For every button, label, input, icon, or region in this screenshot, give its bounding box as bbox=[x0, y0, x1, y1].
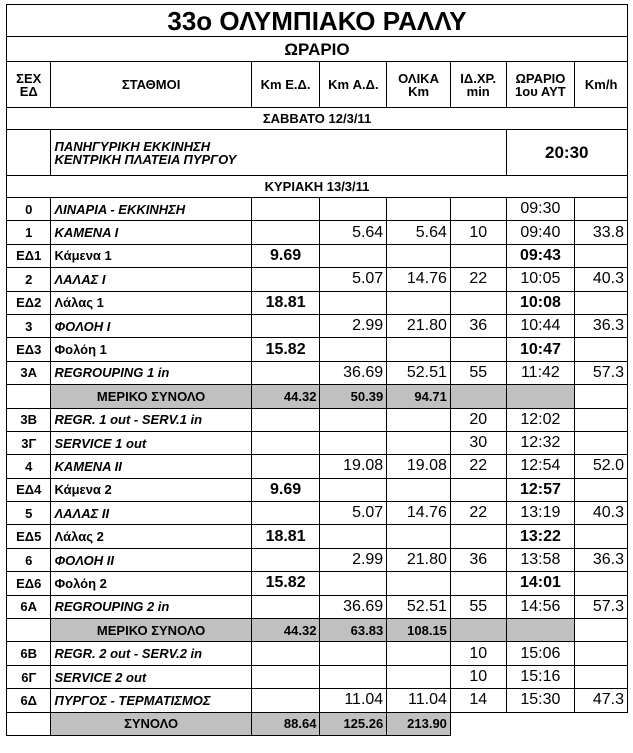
row-kmh: 33.8 bbox=[575, 221, 628, 244]
row-station-name: REGROUPING 1 in bbox=[51, 361, 251, 384]
row-km-ss bbox=[251, 431, 320, 454]
row-code: 6Α bbox=[7, 595, 51, 618]
row-km-ss bbox=[251, 314, 320, 337]
row-station-name: ΛΙΝΑΡΙΑ - ΕΚΚΙΝΗΣΗ bbox=[51, 198, 251, 221]
row-kmh bbox=[575, 478, 628, 501]
row-target-min bbox=[450, 478, 506, 501]
row-schedule-time: 10:47 bbox=[506, 338, 575, 361]
row-kmh: 40.3 bbox=[575, 502, 628, 525]
row-schedule-time: 12:02 bbox=[506, 408, 575, 431]
row-kmh bbox=[575, 572, 628, 595]
row-total-km bbox=[387, 478, 451, 501]
row-total-km bbox=[387, 431, 451, 454]
col-header-target-time: ΙΔ.ΧΡ. min bbox=[450, 62, 506, 108]
row-target-min: 30 bbox=[450, 431, 506, 454]
row-km-ss bbox=[251, 198, 320, 221]
empty-cell bbox=[7, 130, 51, 176]
row-station-name: SERVICE 1 out bbox=[51, 431, 251, 454]
row-km-liaison: 36.69 bbox=[320, 361, 387, 384]
row-km-liaison bbox=[320, 478, 387, 501]
row-total-km bbox=[387, 665, 451, 688]
schedule-row bbox=[7, 572, 628, 595]
row-schedule-time: 12:57 bbox=[506, 478, 575, 501]
row-target-min: 20 bbox=[450, 408, 506, 431]
row-km-ss: 9.69 bbox=[251, 244, 320, 267]
row-code: 2 bbox=[7, 268, 51, 291]
col-header-kmh: Km/h bbox=[575, 62, 628, 108]
row-code: 3Γ bbox=[7, 431, 51, 454]
row-km-liaison: 2.99 bbox=[320, 548, 387, 571]
row-code: 6Β bbox=[7, 642, 51, 665]
row-code: 1 bbox=[7, 221, 51, 244]
row-station-name: ΚΑΜΕΝΑ ΙΙ bbox=[51, 455, 251, 478]
row-km-ss bbox=[251, 665, 320, 688]
schedule-row bbox=[7, 338, 628, 361]
grand-total-label: ΣΥΝΟΛΟ bbox=[51, 712, 251, 735]
row-km-liaison bbox=[320, 244, 387, 267]
subtotal-km-ss: 44.32 bbox=[251, 385, 320, 408]
row-target-min bbox=[450, 338, 506, 361]
row-schedule-time: 09:30 bbox=[506, 198, 575, 221]
row-schedule-time: 14:01 bbox=[506, 572, 575, 595]
subtotal-km-liaison: 50.39 bbox=[320, 385, 387, 408]
row-km-ss: 18.81 bbox=[251, 291, 320, 314]
row-total-km: 52.51 bbox=[387, 595, 451, 618]
row-total-km: 5.64 bbox=[387, 221, 451, 244]
row-target-min bbox=[450, 291, 506, 314]
row-km-ss bbox=[251, 595, 320, 618]
row-target-min: 22 bbox=[450, 455, 506, 478]
row-total-km: 21.80 bbox=[387, 314, 451, 337]
start-line-2: ΚΕΝΤΡΙΚΗ ΠΛΑΤΕΙΑ ΠΥΡΓΟΥ bbox=[54, 151, 237, 167]
row-schedule-time: 09:43 bbox=[506, 244, 575, 267]
row-target-min bbox=[450, 525, 506, 548]
row-target-min: 55 bbox=[450, 361, 506, 384]
row-km-liaison bbox=[320, 198, 387, 221]
col-header-total-km: ΟΛΙΚΑ Km bbox=[387, 62, 451, 108]
row-code: 6Δ bbox=[7, 689, 51, 712]
row-total-km: 52.51 bbox=[387, 361, 451, 384]
row-station-name: Κάμενα 1 bbox=[51, 244, 251, 267]
row-station-name: REGR. 2 out - SERV.2 in bbox=[51, 642, 251, 665]
row-km-liaison: 19.08 bbox=[320, 455, 387, 478]
day-label-saturday: ΣΑΒΒΑΤΟ 12/3/11 bbox=[7, 108, 628, 130]
schedule-row bbox=[7, 502, 628, 525]
row-target-min bbox=[450, 198, 506, 221]
row-total-km bbox=[387, 642, 451, 665]
empty-cell bbox=[450, 385, 506, 408]
row-km-ss bbox=[251, 642, 320, 665]
row-kmh bbox=[575, 338, 628, 361]
row-km-ss bbox=[251, 361, 320, 384]
subtotal-row bbox=[7, 385, 628, 408]
row-total-km: 21.80 bbox=[387, 548, 451, 571]
row-total-km: 14.76 bbox=[387, 268, 451, 291]
schedule-row bbox=[7, 268, 628, 291]
row-total-km bbox=[387, 338, 451, 361]
row-km-liaison: 5.07 bbox=[320, 268, 387, 291]
empty-cell bbox=[7, 385, 51, 408]
row-station-name: ΛΑΛΑΣ Ι bbox=[51, 268, 251, 291]
row-station-name: Λάλας 2 bbox=[51, 525, 251, 548]
row-kmh bbox=[575, 408, 628, 431]
schedule-row bbox=[7, 291, 628, 314]
row-kmh bbox=[575, 291, 628, 314]
row-station-name: ΚΑΜΕΝΑ Ι bbox=[51, 221, 251, 244]
schedule-row bbox=[7, 595, 628, 618]
ceremonial-start bbox=[51, 130, 506, 176]
page-subtitle: ΩΡΑΡΙΟ bbox=[7, 37, 628, 62]
schedule-row bbox=[7, 431, 628, 454]
row-code: 3Α bbox=[7, 361, 51, 384]
row-code: 3 bbox=[7, 314, 51, 337]
row-schedule-time: 11:42 bbox=[506, 361, 575, 384]
row-total-km bbox=[387, 198, 451, 221]
col-header-km-ss: Km Ε.Δ. bbox=[251, 62, 320, 108]
subtotal-km-ss: 88.64 bbox=[251, 712, 320, 735]
row-km-ss: 15.82 bbox=[251, 572, 320, 595]
schedule-row bbox=[7, 314, 628, 337]
row-code: 6Γ bbox=[7, 665, 51, 688]
schedule-row bbox=[7, 198, 628, 221]
subtotal-km-liaison: 63.83 bbox=[320, 619, 387, 642]
row-kmh: 57.3 bbox=[575, 361, 628, 384]
row-km-liaison bbox=[320, 665, 387, 688]
subtotal-km-ss: 44.32 bbox=[251, 619, 320, 642]
schedule-table bbox=[6, 4, 628, 736]
row-km-liaison: 2.99 bbox=[320, 314, 387, 337]
row-km-ss bbox=[251, 455, 320, 478]
row-km-liaison: 36.69 bbox=[320, 595, 387, 618]
row-target-min: 10 bbox=[450, 642, 506, 665]
row-km-ss bbox=[251, 408, 320, 431]
schedule-row bbox=[7, 221, 628, 244]
row-schedule-time: 12:32 bbox=[506, 431, 575, 454]
row-target-min: 36 bbox=[450, 314, 506, 337]
row-target-min: 10 bbox=[450, 221, 506, 244]
row-schedule-time: 15:16 bbox=[506, 665, 575, 688]
subtotal-total-km: 213.90 bbox=[387, 712, 451, 735]
subtotal-label: ΜΕΡΙΚΟ ΣΥΝΟΛΟ bbox=[51, 385, 251, 408]
row-km-liaison bbox=[320, 338, 387, 361]
row-station-name: ΠΥΡΓΟΣ - ΤΕΡΜΑΤΙΣΜΟΣ bbox=[51, 689, 251, 712]
empty-cell bbox=[7, 712, 51, 735]
row-schedule-time: 15:06 bbox=[506, 642, 575, 665]
schedule-row bbox=[7, 361, 628, 384]
grand-total-row bbox=[7, 712, 628, 735]
row-code: 4 bbox=[7, 455, 51, 478]
row-schedule-time: 13:58 bbox=[506, 548, 575, 571]
row-kmh: 57.3 bbox=[575, 595, 628, 618]
row-code: 0 bbox=[7, 198, 51, 221]
empty-cell bbox=[575, 385, 628, 408]
row-km-ss bbox=[251, 221, 320, 244]
row-km-liaison: 5.64 bbox=[320, 221, 387, 244]
empty-cell bbox=[450, 712, 627, 735]
row-target-min: 36 bbox=[450, 548, 506, 571]
row-code: ΕΔ4 bbox=[7, 478, 51, 501]
schedule-row bbox=[7, 408, 628, 431]
row-kmh: 40.3 bbox=[575, 268, 628, 291]
subtotal-total-km: 94.71 bbox=[387, 385, 451, 408]
row-km-liaison: 11.04 bbox=[320, 689, 387, 712]
row-km-ss: 15.82 bbox=[251, 338, 320, 361]
schedule-row bbox=[7, 689, 628, 712]
schedule-row bbox=[7, 665, 628, 688]
row-kmh: 36.3 bbox=[575, 548, 628, 571]
row-total-km bbox=[387, 572, 451, 595]
schedule-row bbox=[7, 525, 628, 548]
row-station-name: Κάμενα 2 bbox=[51, 478, 251, 501]
row-total-km bbox=[387, 525, 451, 548]
row-target-min: 55 bbox=[450, 595, 506, 618]
ceremonial-start-time: 20:30 bbox=[506, 130, 627, 176]
row-code: ΕΔ3 bbox=[7, 338, 51, 361]
row-target-min: 22 bbox=[450, 502, 506, 525]
schedule-row bbox=[7, 642, 628, 665]
row-schedule-time: 15:30 bbox=[506, 689, 575, 712]
row-station-name: Λάλας 1 bbox=[51, 291, 251, 314]
row-code: ΕΔ5 bbox=[7, 525, 51, 548]
row-station-name: REGR. 1 out - SERV.1 in bbox=[51, 408, 251, 431]
row-target-min bbox=[450, 572, 506, 595]
row-total-km: 19.08 bbox=[387, 455, 451, 478]
row-kmh: 52.0 bbox=[575, 455, 628, 478]
row-schedule-time: 10:08 bbox=[506, 291, 575, 314]
row-kmh: 36.3 bbox=[575, 314, 628, 337]
row-schedule-time: 10:05 bbox=[506, 268, 575, 291]
row-km-ss bbox=[251, 268, 320, 291]
row-km-liaison bbox=[320, 408, 387, 431]
row-kmh: 47.3 bbox=[575, 689, 628, 712]
row-code: 3Β bbox=[7, 408, 51, 431]
row-km-ss: 9.69 bbox=[251, 478, 320, 501]
row-station-name: Φολόη 1 bbox=[51, 338, 251, 361]
col-header-schedule: ΩΡΑΡΙΟ 1ου ΑΥΤ bbox=[506, 62, 575, 108]
row-total-km bbox=[387, 291, 451, 314]
row-schedule-time: 10:44 bbox=[506, 314, 575, 337]
row-code: ΕΔ6 bbox=[7, 572, 51, 595]
row-schedule-time: 09:40 bbox=[506, 221, 575, 244]
row-schedule-time: 12:54 bbox=[506, 455, 575, 478]
row-km-ss: 18.81 bbox=[251, 525, 320, 548]
row-kmh bbox=[575, 642, 628, 665]
subtotal-label: ΜΕΡΙΚΟ ΣΥΝΟΛΟ bbox=[51, 619, 251, 642]
schedule-row bbox=[7, 548, 628, 571]
row-km-liaison bbox=[320, 642, 387, 665]
row-km-liaison bbox=[320, 525, 387, 548]
row-code: ΕΔ1 bbox=[7, 244, 51, 267]
schedule-row bbox=[7, 478, 628, 501]
row-total-km bbox=[387, 244, 451, 267]
row-kmh bbox=[575, 198, 628, 221]
empty-cell bbox=[575, 619, 628, 642]
schedule-row bbox=[7, 455, 628, 478]
row-schedule-time: 13:19 bbox=[506, 502, 575, 525]
row-kmh bbox=[575, 244, 628, 267]
row-schedule-time: 13:22 bbox=[506, 525, 575, 548]
row-schedule-time: 14:56 bbox=[506, 595, 575, 618]
subtotal-row bbox=[7, 619, 628, 642]
row-km-liaison: 5.07 bbox=[320, 502, 387, 525]
start-line-1: ΠΑΝΗΓΥΡΙΚΗ ΕΚΚΙΝΗΣΗ bbox=[54, 138, 211, 154]
row-target-min bbox=[450, 244, 506, 267]
row-station-name: ΦΟΛΟΗ ΙΙ bbox=[51, 548, 251, 571]
page-title: 33o ΟΛΥΜΠΙΑΚΟ ΡΑΛΛΥ bbox=[7, 5, 628, 37]
row-total-km bbox=[387, 408, 451, 431]
empty-cell bbox=[7, 619, 51, 642]
row-target-min: 22 bbox=[450, 268, 506, 291]
empty-cell bbox=[450, 619, 506, 642]
row-km-liaison bbox=[320, 572, 387, 595]
ceremonial-start-row bbox=[7, 130, 628, 176]
subtotal-km-liaison: 125.26 bbox=[320, 712, 387, 735]
row-km-ss bbox=[251, 548, 320, 571]
row-km-ss bbox=[251, 502, 320, 525]
empty-cell bbox=[506, 619, 575, 642]
row-station-name: REGROUPING 2 in bbox=[51, 595, 251, 618]
empty-cell bbox=[506, 385, 575, 408]
row-station-name: ΛΑΛΑΣ ΙΙ bbox=[51, 502, 251, 525]
row-target-min: 10 bbox=[450, 665, 506, 688]
row-total-km: 14.76 bbox=[387, 502, 451, 525]
row-kmh bbox=[575, 665, 628, 688]
row-km-liaison bbox=[320, 431, 387, 454]
row-code: 5 bbox=[7, 502, 51, 525]
row-target-min: 14 bbox=[450, 689, 506, 712]
row-kmh bbox=[575, 431, 628, 454]
row-km-liaison bbox=[320, 291, 387, 314]
row-kmh bbox=[575, 525, 628, 548]
row-station-name: Φολόη 2 bbox=[51, 572, 251, 595]
row-station-name: SERVICE 2 out bbox=[51, 665, 251, 688]
schedule-row bbox=[7, 244, 628, 267]
col-header-stations: ΣΤΑΘΜΟΙ bbox=[51, 62, 251, 108]
row-total-km: 11.04 bbox=[387, 689, 451, 712]
row-code: 6 bbox=[7, 548, 51, 571]
col-header-km-liaison: Km Α.Δ. bbox=[320, 62, 387, 108]
day-label-sunday: ΚΥΡΙΑΚΗ 13/3/11 bbox=[7, 176, 628, 198]
column-header-row bbox=[7, 62, 628, 108]
subtotal-total-km: 108.15 bbox=[387, 619, 451, 642]
row-km-ss bbox=[251, 689, 320, 712]
col-header-code: ΣΕΧ ΕΔ bbox=[7, 62, 51, 108]
row-station-name: ΦΟΛΟΗ Ι bbox=[51, 314, 251, 337]
row-code: ΕΔ2 bbox=[7, 291, 51, 314]
